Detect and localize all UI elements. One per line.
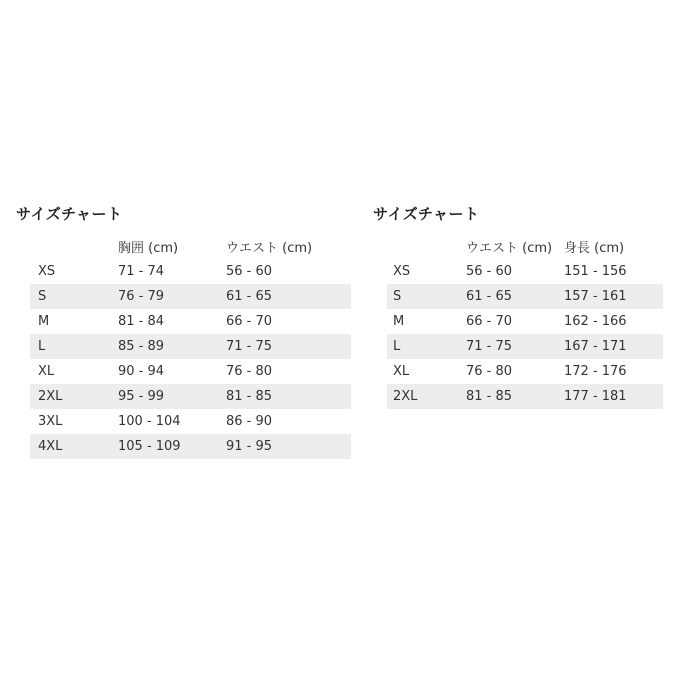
table-row <box>387 384 663 409</box>
size-table-waist-height <box>387 233 663 409</box>
table-row <box>30 284 351 309</box>
size-chart-title: サイズチャート <box>373 205 480 223</box>
size-chart-tops <box>16 204 361 459</box>
table-row <box>30 434 351 459</box>
size-chart-bottoms <box>373 204 673 409</box>
size-label: S <box>393 289 402 304</box>
size-range: 81 - 85 <box>226 389 273 404</box>
size-range: 61 - 65 <box>466 289 513 304</box>
size-label: S <box>38 289 47 304</box>
table-row <box>30 359 351 384</box>
table-row <box>387 359 663 384</box>
size-label: XS <box>38 264 56 279</box>
size-range: 76 - 80 <box>226 364 273 379</box>
size-label: L <box>393 339 401 354</box>
size-range: 81 - 85 <box>466 389 513 404</box>
column-header <box>387 233 466 259</box>
size-label: 4XL <box>38 439 63 454</box>
size-range: 71 - 75 <box>466 339 513 354</box>
size-range: 90 - 94 <box>118 364 165 379</box>
size-range: 76 - 79 <box>118 289 165 304</box>
table-row <box>30 334 351 359</box>
size-range: 95 - 99 <box>118 389 165 404</box>
size-range: 177 - 181 <box>564 389 627 404</box>
table-row <box>387 309 663 334</box>
size-range: 66 - 70 <box>226 314 273 329</box>
size-range: 81 - 84 <box>118 314 165 329</box>
size-label: M <box>38 314 50 329</box>
column-header: 身長 (cm) <box>564 240 625 256</box>
size-table-chest-waist <box>30 233 351 459</box>
size-range: 85 - 89 <box>118 339 165 354</box>
size-range: 91 - 95 <box>226 439 273 454</box>
size-range: 61 - 65 <box>226 289 273 304</box>
size-chart-title: サイズチャート <box>16 205 123 223</box>
column-header: 胸囲 (cm) <box>118 240 179 256</box>
size-range: 71 - 74 <box>118 264 165 279</box>
size-range: 157 - 161 <box>564 289 627 304</box>
column-header: ウエスト (cm) <box>466 240 553 256</box>
size-range: 151 - 156 <box>564 264 627 279</box>
size-range: 100 - 104 <box>118 414 181 429</box>
size-range: 172 - 176 <box>564 364 627 379</box>
size-range: 86 - 90 <box>226 414 273 429</box>
size-range: 162 - 166 <box>564 314 627 329</box>
size-range: 167 - 171 <box>564 339 627 354</box>
size-range: 76 - 80 <box>466 364 513 379</box>
table-row <box>30 259 351 284</box>
header-row <box>30 233 351 259</box>
table-row <box>30 384 351 409</box>
size-range: 105 - 109 <box>118 439 181 454</box>
size-range: 56 - 60 <box>226 264 273 279</box>
table-row <box>387 284 663 309</box>
column-header <box>30 233 118 259</box>
size-label: XL <box>393 364 410 379</box>
size-range: 71 - 75 <box>226 339 273 354</box>
size-label: XL <box>38 364 55 379</box>
table-row <box>387 334 663 359</box>
size-label: L <box>38 339 46 354</box>
table-row <box>387 259 663 284</box>
table-row <box>30 309 351 334</box>
size-label: 2XL <box>38 389 63 404</box>
table-row <box>30 409 351 434</box>
size-label: 3XL <box>38 414 63 429</box>
size-label: M <box>393 314 405 329</box>
size-label: XS <box>393 264 411 279</box>
header-row <box>387 233 663 259</box>
size-range: 66 - 70 <box>466 314 513 329</box>
size-label: 2XL <box>393 389 418 404</box>
size-range: 56 - 60 <box>466 264 513 279</box>
column-header: ウエスト (cm) <box>226 240 313 256</box>
